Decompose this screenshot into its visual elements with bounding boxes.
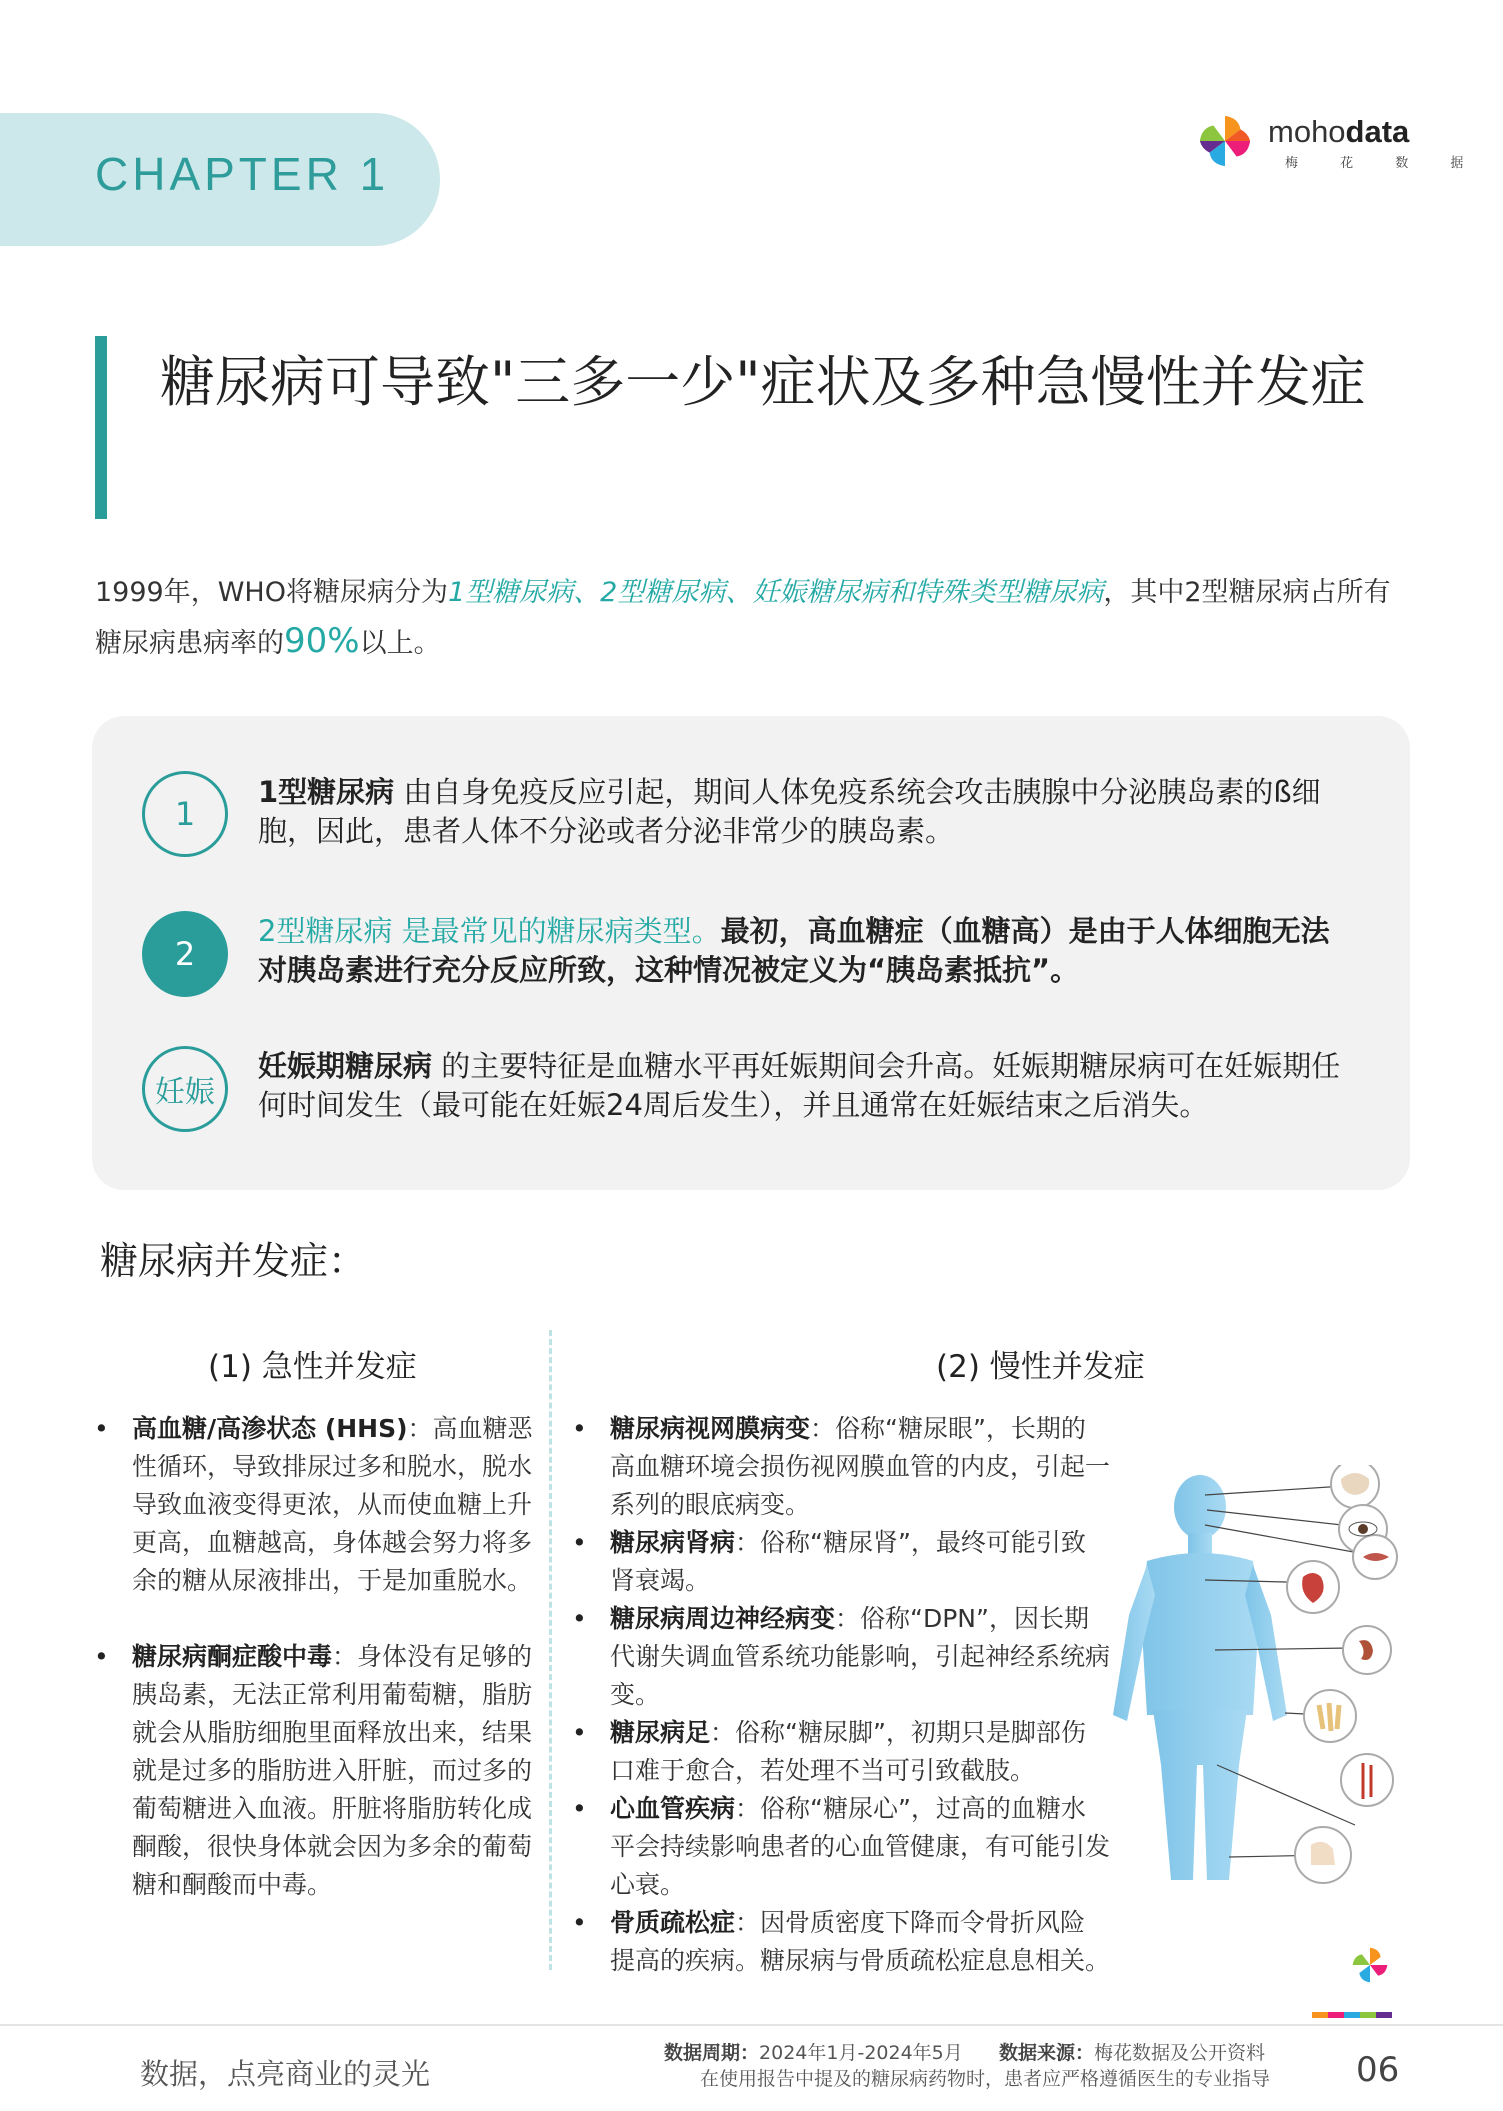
type-2-badge: 2	[142, 911, 228, 997]
period-label: 数据周期：	[664, 2042, 760, 2064]
item-term: 骨质疏松症	[610, 1908, 736, 1937]
intro-highlight: 1型糖尿病、2型糖尿病、妊娠糖尿病和特殊类型糖尿病	[447, 577, 1104, 608]
type-1-description	[258, 773, 1358, 851]
item-text: ：俗称“糖尿眼”，长期的高血糖环境会损伤视网膜血管的内皮，引起一系列的眼底病变。	[610, 1414, 1111, 1519]
item-text: ：身体没有足够的胰岛素，无法正常利用葡萄糖，脂肪就会从脂肪细胞里面释放出来，结果就是过多的脂肪进入肝脏，而过多的葡萄糖进入血液。肝脏将脂肪转化成酮酸，很快身体就会因为多余的葡萄糖和酮酸而中毒。	[132, 1642, 533, 1899]
item-term: 糖尿病足	[610, 1718, 711, 1747]
list-item	[572, 1600, 1110, 1714]
footer-info	[664, 2040, 1270, 2092]
pinwheel-decor-icon	[1350, 1945, 1390, 1985]
intro-percent: 90%	[284, 621, 360, 661]
footer-note: 在使用报告中提及的糖尿病药物时，患者应严格遵循医生的专业指导	[700, 2068, 1271, 2090]
footer-divider	[0, 2024, 1503, 2026]
gestational-description	[258, 1047, 1348, 1125]
footer-slogan: 数据，点亮商业的灵光	[140, 2057, 431, 2091]
pinwheel-logo-icon	[1196, 112, 1254, 170]
list-item	[572, 1790, 1110, 1904]
item-term: 高血糖/高渗状态 (HHS)	[132, 1414, 408, 1443]
gestational-badge: 妊娠	[142, 1046, 228, 1132]
page-title: 糖尿病可导致"三多一少"症状及多种急慢性并发症	[160, 350, 1366, 414]
logo-subtitle: 梅 花 数 据	[1285, 156, 1483, 171]
color-strip-decor	[1312, 2012, 1392, 2018]
chronic-list	[572, 1410, 1110, 1980]
type-text: 最初，高血糖症（血糖高）是由于人体细胞无法对胰岛素进行充分反应所致，这种情况被定义为“胰岛素抵抗”。	[258, 914, 1330, 987]
type-1-badge: 1	[142, 771, 228, 857]
item-term: 糖尿病周边神经病变	[610, 1604, 836, 1633]
type-2-description	[258, 912, 1358, 990]
complications-heading: 糖尿病并发症：	[100, 1239, 367, 1283]
item-text: ：俗称“糖尿脚”，初期只是脚部伤口难于愈合，若处理不当可引致截肢。	[610, 1718, 1086, 1785]
intro-paragraph	[95, 568, 1415, 668]
item-text: ：高血糖恶性循环，导致排尿过多和脱水，脱水导致血液变得更浓，从而使血糖上升更高，血糖越高，身体越会努力将多余的糖从尿液排出，于是加重脱水。	[132, 1414, 533, 1595]
item-text: ：俗称“DPN”，因长期代谢失调血管系统功能影响，引起神经系统病变。	[610, 1604, 1111, 1709]
item-text: ：俗称“糖尿心”，过高的血糖水平会持续影响患者的心血管健康，有可能引发心衰。	[610, 1794, 1111, 1899]
intro-text: ，其中2型糖尿病占所有糖尿病患病率的	[95, 577, 1391, 659]
list-item	[94, 1410, 544, 1600]
source-label: 数据来源：	[999, 2042, 1095, 2064]
list-item	[94, 1638, 544, 1904]
list-item	[572, 1714, 1110, 1790]
logo-wordmark: mohodata	[1268, 114, 1410, 149]
title-accent-bar	[95, 336, 107, 519]
list-item	[572, 1410, 1110, 1524]
column-divider	[549, 1330, 552, 1970]
list-item	[572, 1524, 1110, 1600]
type-name: 1型糖尿病	[258, 775, 395, 809]
chapter-label: CHAPTER 1	[95, 148, 390, 200]
acute-column-title: (1) 急性并发症	[208, 1349, 417, 1385]
item-term: 糖尿病视网膜病变	[610, 1414, 811, 1443]
chronic-column-title: (2) 慢性并发症	[936, 1349, 1145, 1385]
item-text: ：俗称“糖尿肾”，最终可能引致肾衰竭。	[610, 1528, 1086, 1595]
intro-text: 1999年，WHO将糖尿病分为	[95, 577, 448, 608]
item-term: 糖尿病酮症酸中毒	[132, 1642, 333, 1671]
type-text: 由自身免疫反应引起，期间人体免疫系统会攻击胰腺中分泌胰岛素的ß细胞，因此，患者人体不分泌或者分泌非常少的胰岛素。	[258, 775, 1321, 848]
item-text: ：因骨质密度下降而令骨折风险提高的疾病。糖尿病与骨质疏松症息息相关。	[610, 1908, 1111, 1975]
period-value: 2024年1月-2024年5月	[759, 2042, 963, 2064]
item-term: 心血管疾病	[610, 1794, 736, 1823]
type-name: 妊娠期糖尿病	[258, 1049, 433, 1083]
list-item	[572, 1904, 1110, 1980]
acute-list	[94, 1410, 544, 1904]
type-text: 的主要特征是血糖水平再妊娠期间会升高。妊娠期糖尿病可在妊娠期任何时间发生（最可能在妊娠24周后发生），并且通常在妊娠结束之后消失。	[258, 1049, 1341, 1122]
intro-text: 以上。	[359, 628, 441, 659]
page-number: 06	[1356, 2050, 1400, 2090]
type-name: 2型糖尿病 是最常见的糖尿病类型。	[258, 914, 721, 948]
item-term: 糖尿病肾病	[610, 1528, 736, 1557]
source-value: 梅花数据及公开资料	[1094, 2042, 1266, 2064]
human-body-illustration	[1105, 1465, 1425, 1885]
